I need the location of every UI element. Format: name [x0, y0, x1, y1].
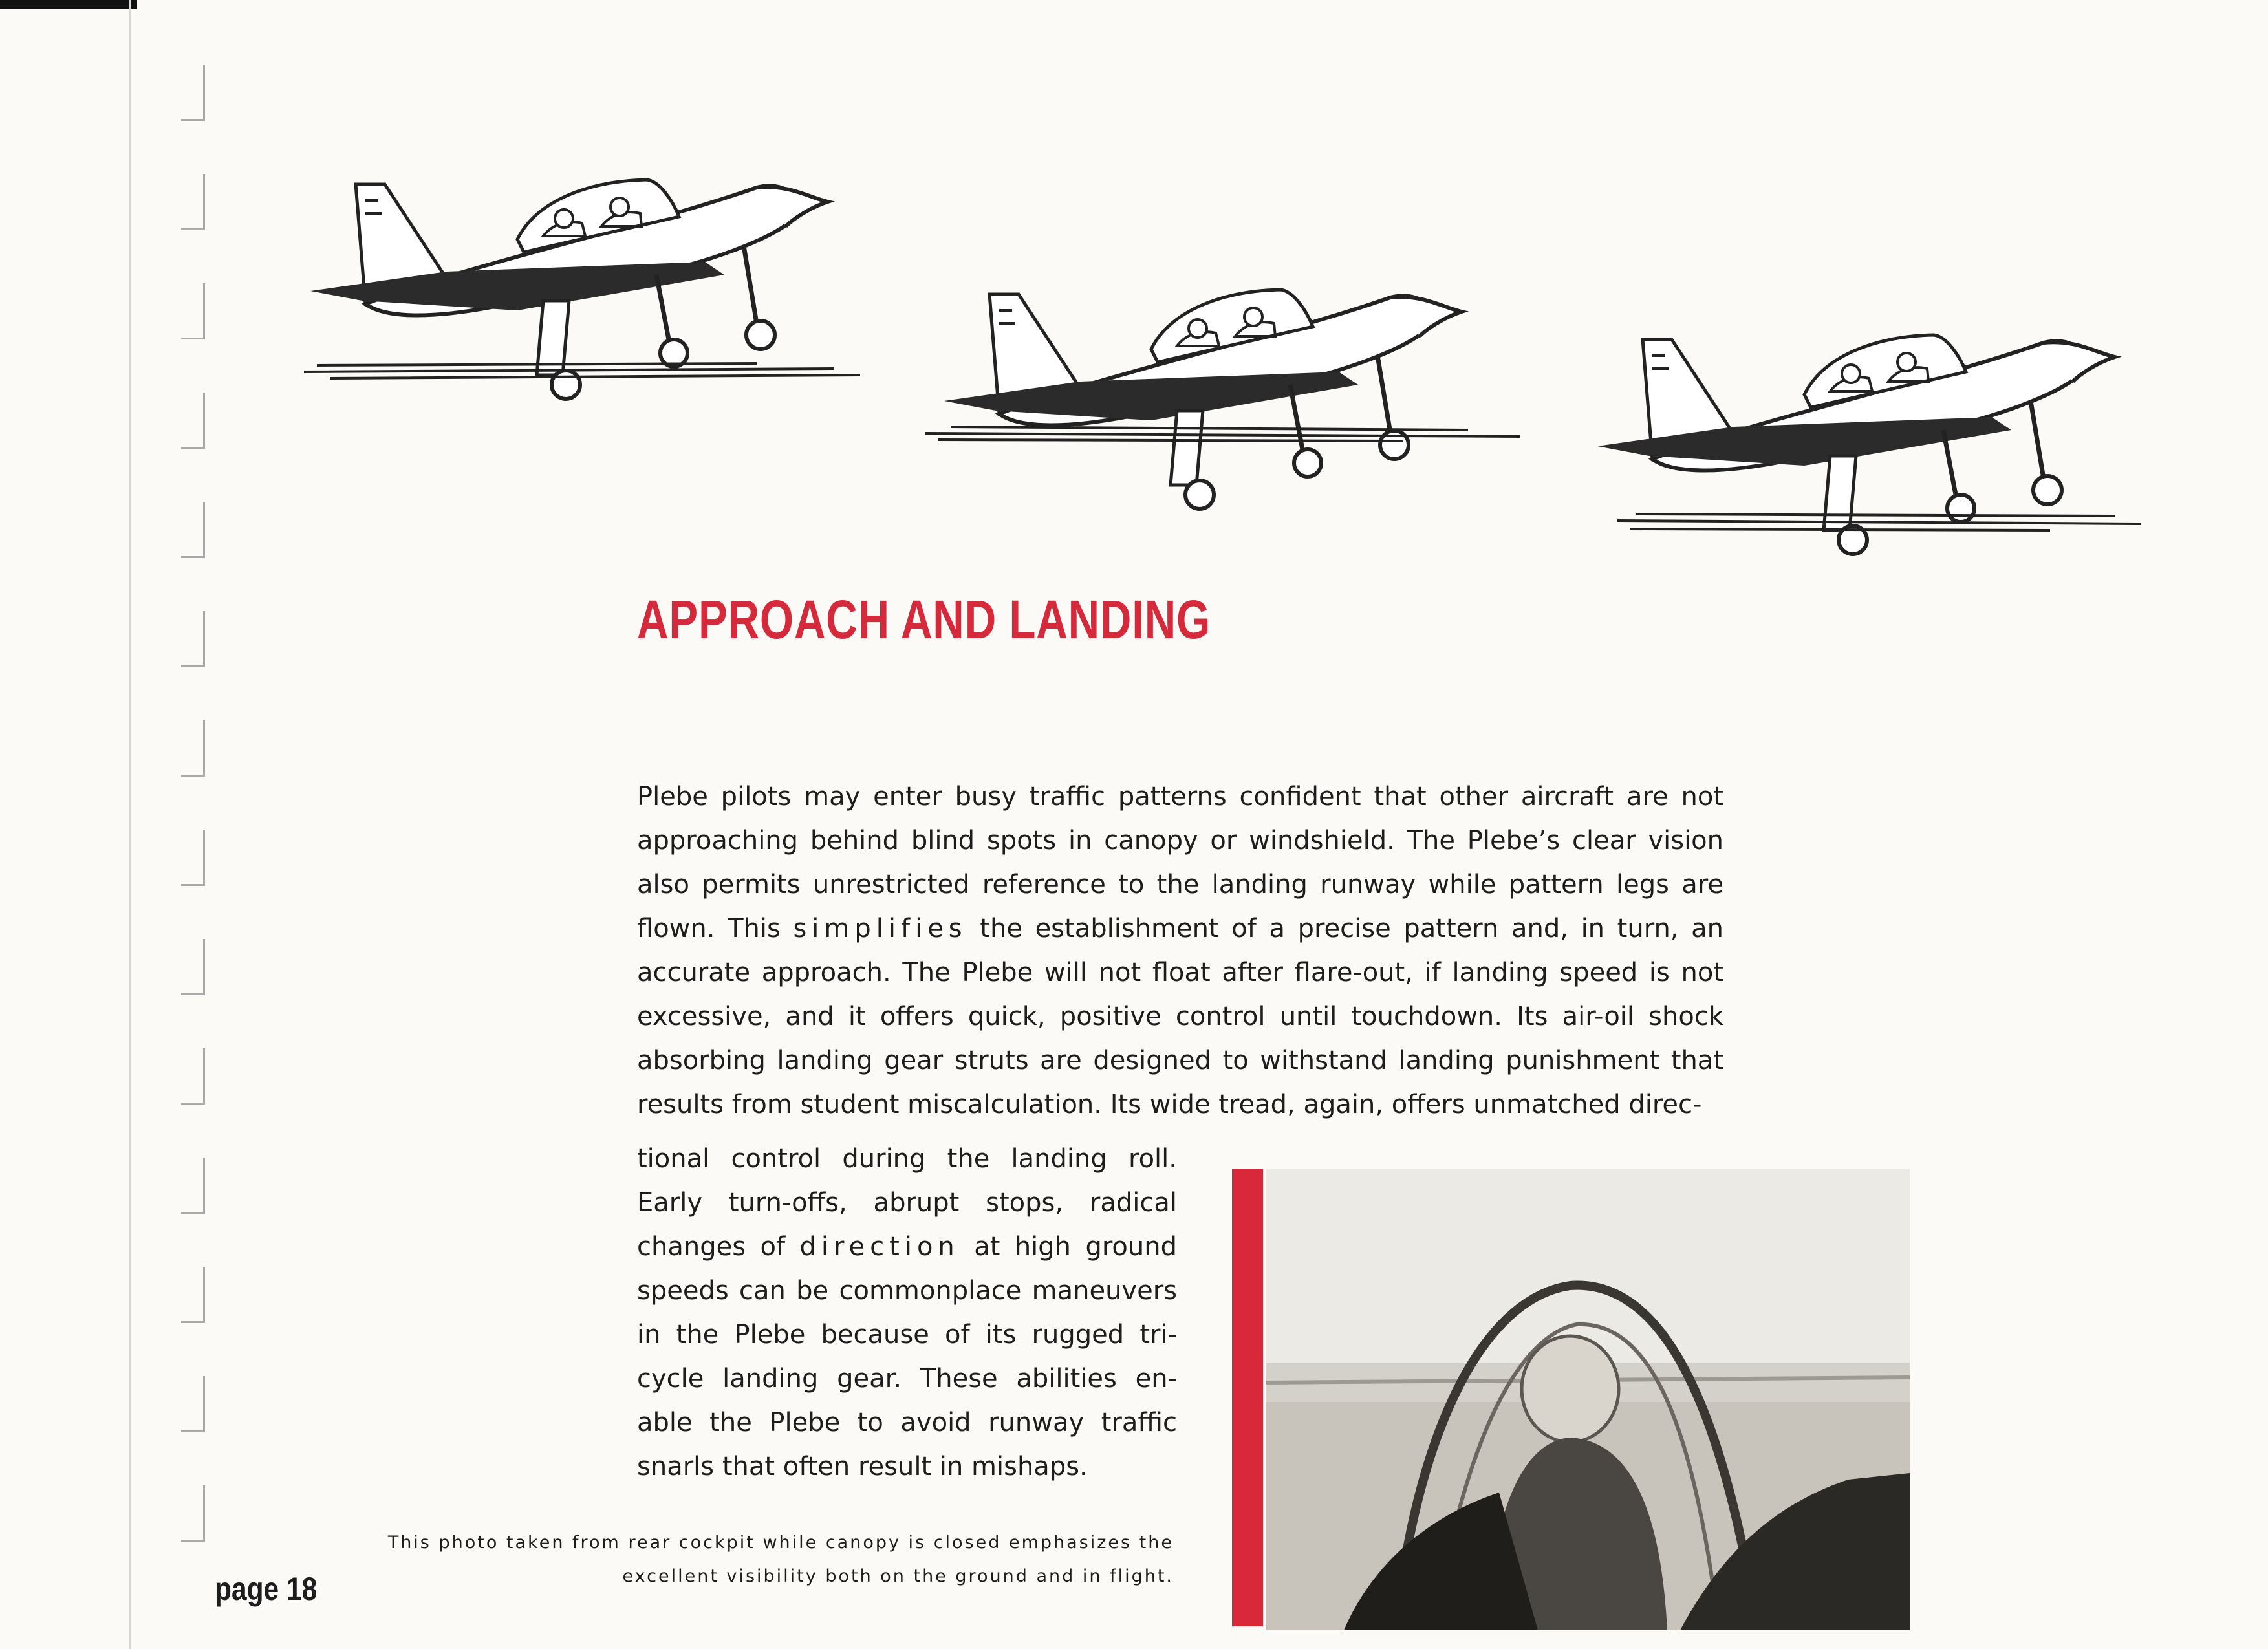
plane-touchdown-icon — [925, 290, 1520, 509]
body-paragraph-2 — [637, 1137, 1177, 1489]
binder-holes — [181, 65, 207, 1591]
binder-hole — [181, 1048, 205, 1105]
cockpit-photo — [1266, 1169, 1910, 1630]
photo-caption: This photo taken from rear cockpit while canopy is closed emphasizes the excellent visibility both on the ground and in flight. — [387, 1533, 1174, 1586]
scan-corner-mark — [0, 0, 137, 9]
paragraph-text: at high ground speeds can be commonplace maneuvers in the Plebe because of its rugged tri-cycle landing gear. These abilities en-able the Plebe to avoid runway traffic snarls that often result in mishaps. — [637, 1232, 1177, 1482]
binder-hole — [181, 502, 205, 558]
binder-hole — [181, 393, 205, 449]
binder-hole — [181, 174, 205, 230]
binder-hole — [181, 611, 205, 667]
binder-hole — [181, 65, 205, 121]
paragraph-text: the establishment of a precise pattern and, in turn, an accurate approach. The Plebe will not float after flare-out, if landing speed is not excessive, and it offers quick, positive control until touchdown. Its air-oil shock absorbing landing gear struts are designed to withstand landing punishment that results from student miscalculation. Its wide tread, again, offers unmatched direc- — [637, 914, 1724, 1119]
emphasized-word: direction — [799, 1232, 960, 1262]
paragraph-text: tional control during the landing roll. Early turn-offs, abrupt stops, radical changes of — [637, 1144, 1177, 1262]
body-paragraph-1 — [637, 775, 1723, 1126]
accent-bar — [1232, 1169, 1263, 1626]
binder-hole — [181, 939, 205, 995]
paragraph-text: Plebe pilots may enter busy traffic patterns confident that other aircraft are not approaching behind blind spots in canopy or windshield. The Plebe’s clear vision also permits unrestricted reference to the landing runway while pattern legs are flown. This — [637, 782, 1723, 943]
binder-hole — [181, 1376, 205, 1432]
section-title: APPROACH AND LANDING — [637, 589, 1211, 650]
binder-hole — [181, 720, 205, 777]
landing-sequence-illustration — [304, 142, 2147, 563]
binder-hole — [181, 1158, 205, 1214]
binder-hole — [181, 283, 205, 339]
emphasized-word: simplifies — [793, 914, 967, 943]
binder-hole — [181, 1485, 205, 1542]
binder-edge — [129, 0, 131, 1649]
binder-hole — [181, 830, 205, 886]
page-number: page 18 — [215, 1571, 318, 1607]
binder-hole — [181, 1267, 205, 1323]
plane-landing-icon — [304, 180, 860, 399]
plane-rollout-icon — [1597, 335, 2141, 554]
